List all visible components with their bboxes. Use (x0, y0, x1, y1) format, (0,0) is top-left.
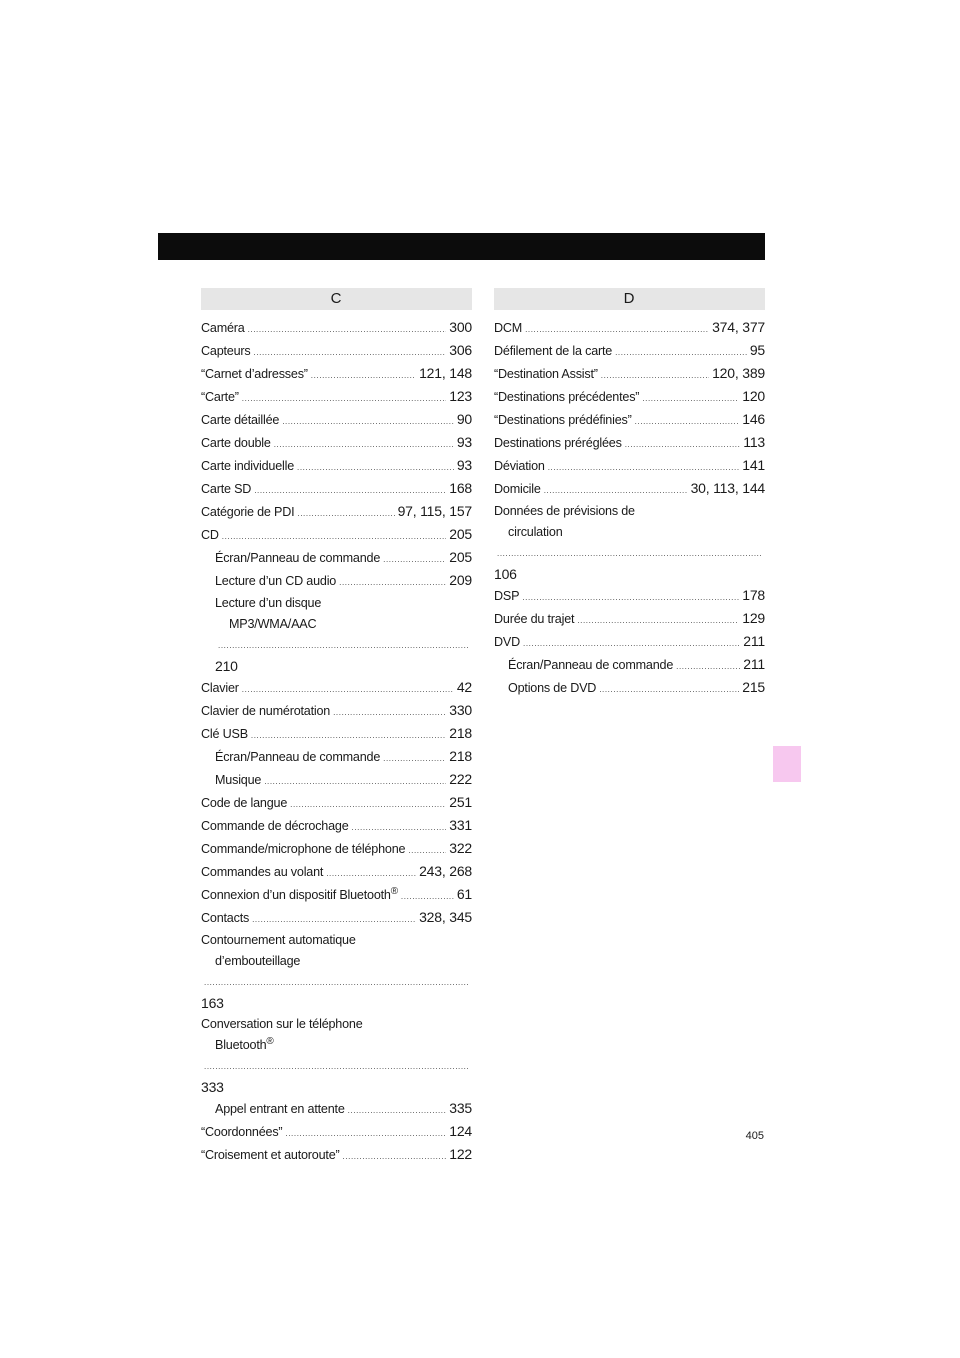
registered-mark: ® (266, 1035, 274, 1047)
page-reference: 97, 115, 157 (397, 503, 472, 519)
page-reference: 42 (456, 679, 472, 695)
index-entry[interactable]: Durée du trajet ..... 129 (494, 608, 765, 631)
index-subentry[interactable]: Lecture d’un disque MP3/WMA/AAC ..... 210 (201, 593, 472, 677)
index-subentry[interactable]: Lecture d’un CD audio ..... 209 (201, 570, 472, 593)
index-entry[interactable]: Carte SD ..... 168 (201, 478, 472, 501)
index-entry[interactable]: Défilement de la carte ..... 95 (494, 340, 765, 363)
page-reference: 90 (456, 411, 472, 427)
index-subentry[interactable]: Appel entrant en attente ..... 335 (201, 1098, 472, 1121)
index-entry[interactable]: Déviation ..... 141 (494, 455, 765, 478)
page-reference: 123 (449, 388, 472, 404)
index-entry[interactable]: “Carnet d’adresses” ..... 121, 148 (201, 363, 472, 386)
page-reference: 218 (449, 725, 472, 741)
index-entry[interactable]: Carte double ..... 93 (201, 432, 472, 455)
page-reference: 330 (449, 702, 472, 718)
index-column-c (201, 288, 472, 1167)
page-reference: 215 (742, 679, 765, 695)
page-reference: 163 (201, 995, 224, 1011)
index-list-c (201, 317, 472, 1167)
index-entry[interactable]: DCM ..... 374, 377 (494, 317, 765, 340)
index-entry[interactable]: Destinations préréglées ..... 113 (494, 432, 765, 455)
index-entry[interactable]: Données de prévisions de circulation ..... 106 (494, 501, 765, 585)
page-reference: 211 (743, 656, 765, 672)
index-list-d (494, 317, 765, 700)
page-reference: 113 (743, 434, 765, 450)
page-reference: 331 (449, 817, 472, 833)
page-reference: 211 (743, 633, 765, 649)
index-entry[interactable]: Capteurs ..... 306 (201, 340, 472, 363)
index-entry[interactable]: Clavier ..... 42 (201, 677, 472, 700)
page-reference: 120 (742, 388, 765, 404)
page-reference: 146 (742, 411, 765, 427)
index-entry[interactable]: Commandes au volant ..... 243, 268 (201, 861, 472, 884)
index-entry[interactable]: “Destinations précédentes” ..... 120 (494, 386, 765, 409)
index-entry[interactable]: “Destinations prédéfinies” ..... 146 (494, 409, 765, 432)
index-column-d (494, 288, 765, 700)
index-subentry[interactable]: Options de DVD ..... 215 (494, 677, 765, 700)
page-reference: 95 (749, 342, 765, 358)
index-entry[interactable]: “Carte” ..... 123 (201, 386, 472, 409)
index-entry[interactable]: Code de langue ..... 251 (201, 792, 472, 815)
index-entry[interactable]: Carte individuelle ..... 93 (201, 455, 472, 478)
index-entry[interactable]: “Coordonnées” ..... 124 (201, 1121, 472, 1144)
index-entry[interactable]: Conversation sur le téléphone Bluetooth® ..... 333 (201, 1014, 472, 1098)
page-reference: 205 (449, 526, 472, 542)
index-entry[interactable]: Catégorie de PDI ..... 97, 115, 157 (201, 501, 472, 524)
page-reference: 306 (449, 342, 472, 358)
page-reference: 333 (201, 1079, 224, 1095)
page-reference: 218 (449, 748, 472, 764)
page-reference: 106 (494, 566, 517, 582)
page-reference: 328, 345 (419, 909, 472, 925)
index-entry[interactable]: Caméra ..... 300 (201, 317, 472, 340)
page-reference: 374, 377 (712, 319, 765, 335)
top-banner (158, 233, 765, 260)
page-reference: 120, 389 (712, 365, 765, 381)
index-entry[interactable]: Domicile ..... 30, 113, 144 (494, 478, 765, 501)
index-entry[interactable]: Contacts ..... 328, 345 (201, 907, 472, 930)
index-entry[interactable]: Commande de décrochage ..... 331 (201, 815, 472, 838)
index-entry[interactable]: CD ..... 205 (201, 524, 472, 547)
page-reference: 124 (449, 1123, 472, 1139)
page-reference: 30, 113, 144 (690, 480, 765, 496)
page-reference: 141 (742, 457, 765, 473)
page-reference: 243, 268 (419, 863, 472, 879)
page-number: 405 (745, 1130, 764, 1142)
index-entry[interactable]: Commande/microphone de téléphone ..... 322 (201, 838, 472, 861)
page-reference: 61 (456, 886, 472, 902)
index-entry[interactable]: Connexion d’un dispositif Bluetooth® ..... 61 (201, 884, 472, 907)
index-entry[interactable]: DSP ..... 178 (494, 585, 765, 608)
section-thumb-tab (773, 746, 801, 782)
page-reference: 210 (215, 658, 238, 674)
page-reference: 93 (456, 434, 472, 450)
page-reference: 222 (449, 771, 472, 787)
page-reference: 178 (742, 587, 765, 603)
page-reference: 335 (449, 1100, 472, 1116)
page-reference: 322 (449, 840, 472, 856)
page-reference: 168 (449, 480, 472, 496)
index-entry[interactable]: Contournement automatique d’embouteillage ..... 163 (201, 930, 472, 1014)
index-entry[interactable]: Clavier de numérotation ..... 330 (201, 700, 472, 723)
page-reference: 205 (449, 549, 472, 565)
index-subentry[interactable]: Musique ..... 222 (201, 769, 472, 792)
page-reference: 209 (449, 572, 472, 588)
page-reference: 121, 148 (419, 365, 472, 381)
page-reference: 251 (449, 794, 472, 810)
index-entry[interactable]: DVD ..... 211 (494, 631, 765, 654)
page-reference: 122 (449, 1146, 472, 1162)
page-reference: 300 (449, 319, 472, 335)
index-subentry[interactable]: Écran/Panneau de commande ..... 211 (494, 654, 765, 677)
index-subentry[interactable]: Écran/Panneau de commande ..... 218 (201, 746, 472, 769)
section-header-c: C (201, 288, 472, 310)
page-reference: 129 (742, 610, 765, 626)
page-reference: 93 (456, 457, 472, 473)
index-subentry[interactable]: Écran/Panneau de commande ..... 205 (201, 547, 472, 570)
registered-mark: ® (390, 885, 398, 897)
section-header-d: D (494, 288, 765, 310)
index-entry[interactable]: “Destination Assist” ..... 120, 389 (494, 363, 765, 386)
index-entry[interactable]: Carte détaillée ..... 90 (201, 409, 472, 432)
index-entry[interactable]: “Croisement et autoroute” ..... 122 (201, 1144, 472, 1167)
index-entry[interactable]: Clé USB ..... 218 (201, 723, 472, 746)
